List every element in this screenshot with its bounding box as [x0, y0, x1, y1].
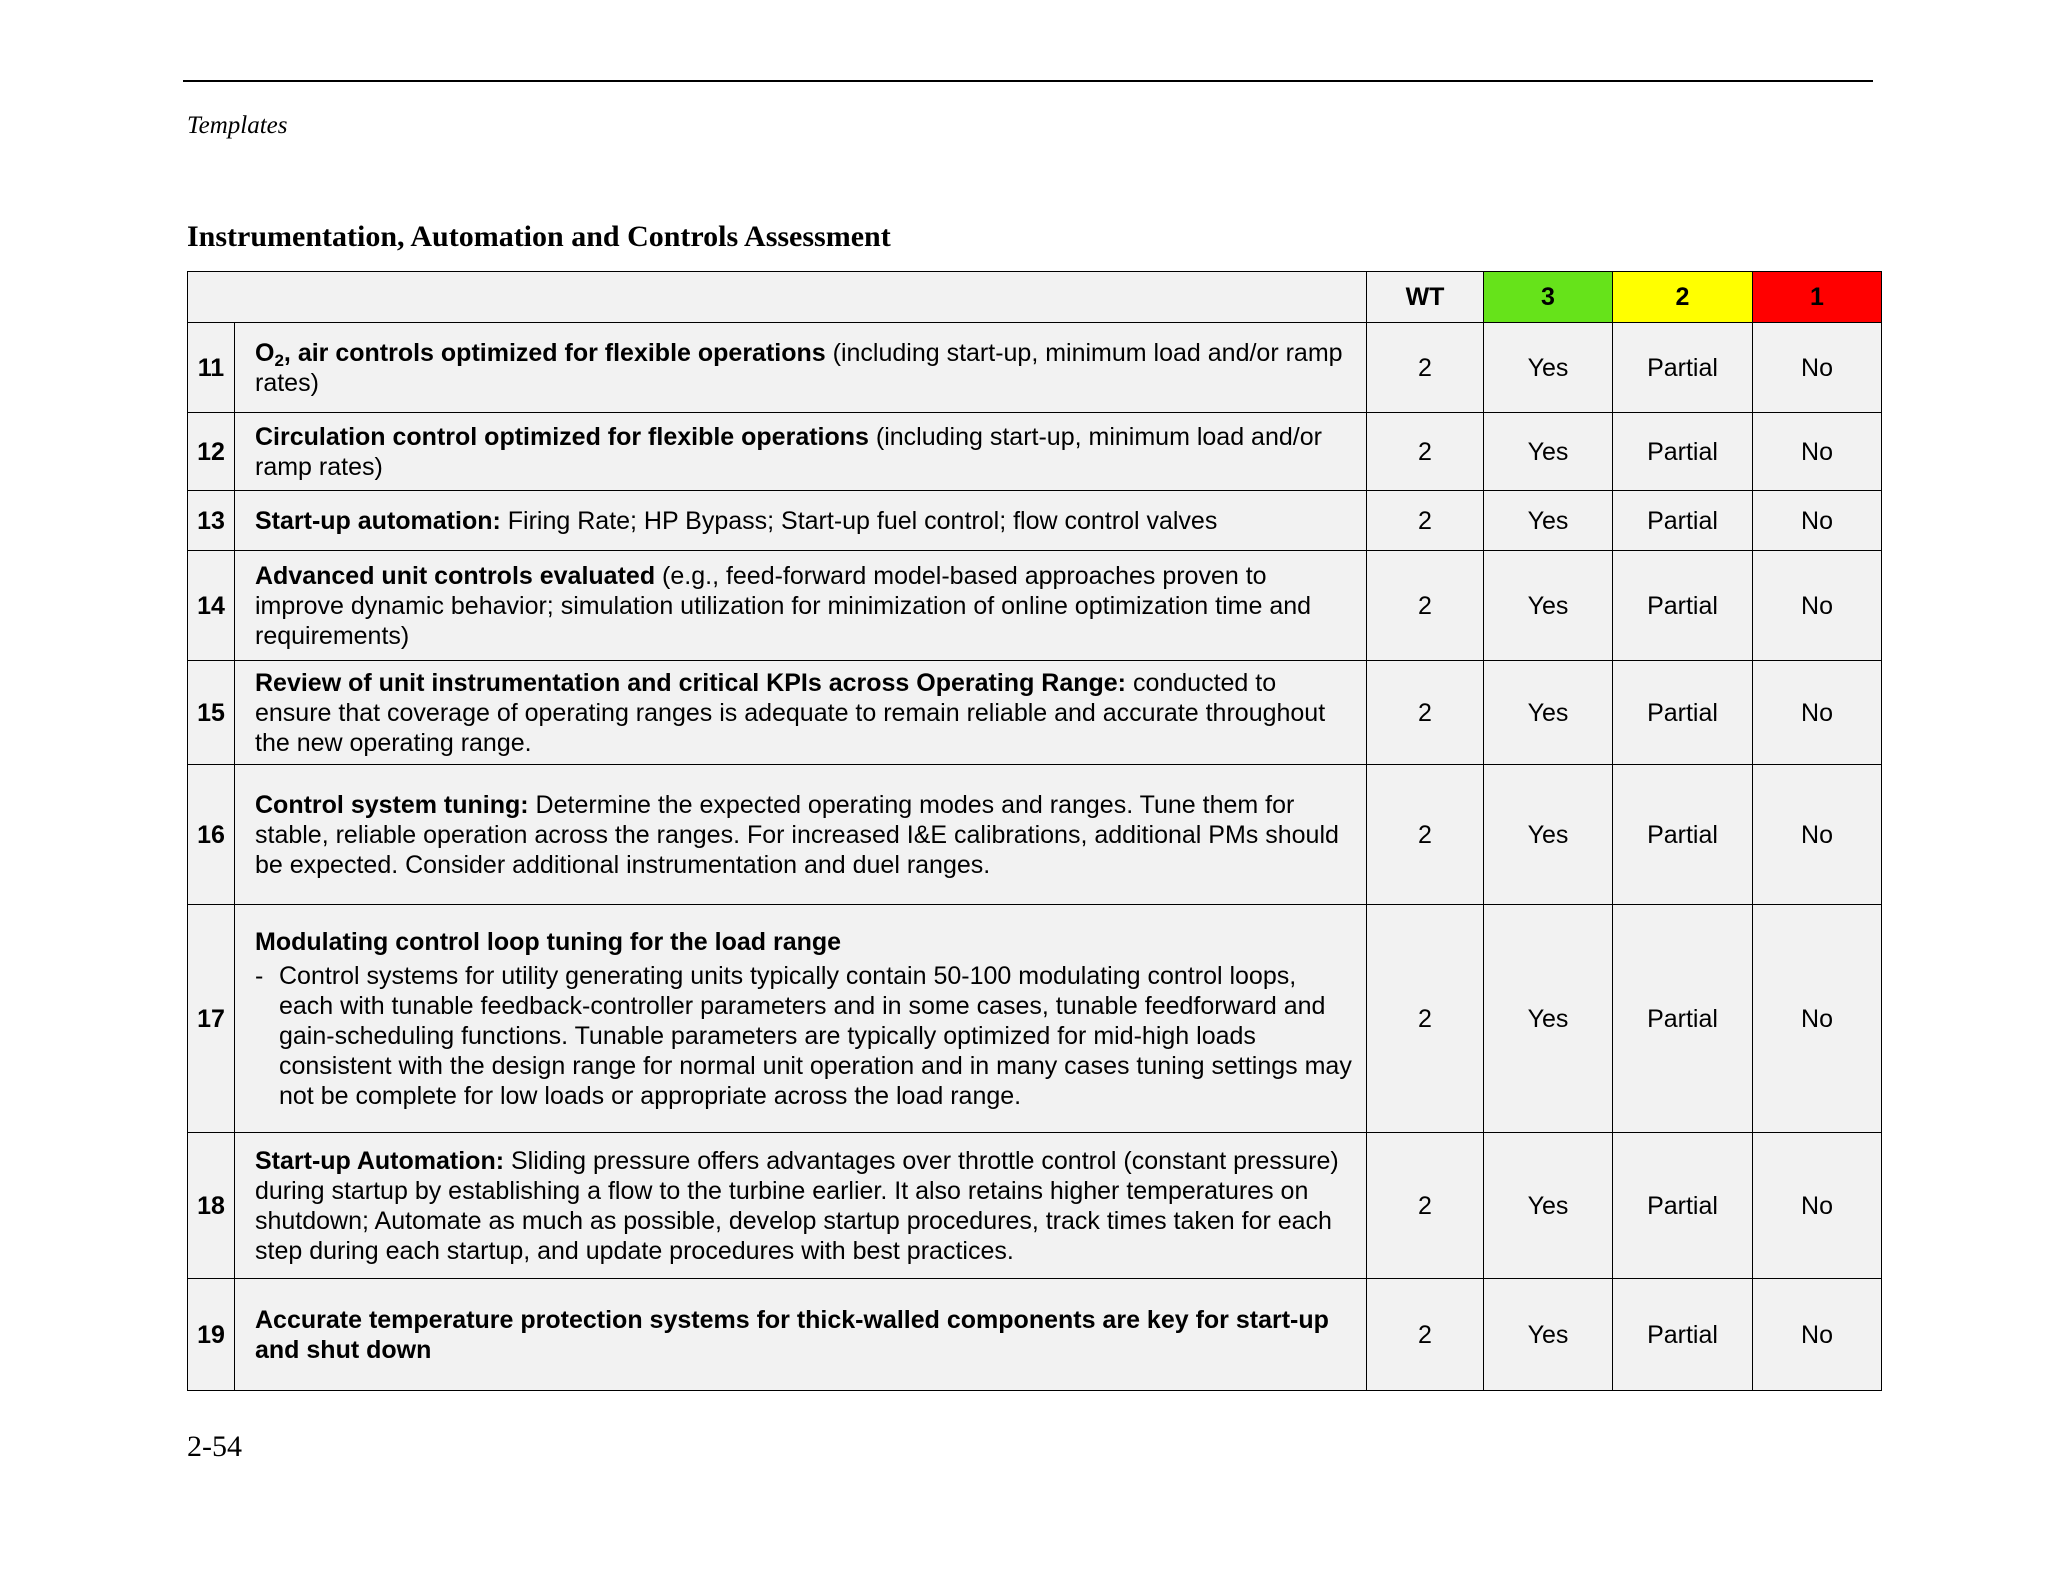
row-number: 13	[188, 491, 235, 551]
row-number: 15	[188, 661, 235, 765]
row-bold-text: , air controls optimized for flexible operations	[283, 338, 826, 367]
row-text: (including start-up, minimum load and/or ramp rates)	[255, 338, 1343, 397]
row-bold-text: Control system tuning:	[255, 790, 529, 819]
header-blank-cell	[188, 272, 1367, 323]
row-description	[235, 1133, 1367, 1279]
row-yes: Yes	[1484, 491, 1613, 551]
row-partial: Partial	[1613, 1279, 1753, 1391]
row-bold-text: Start-up Automation:	[255, 1146, 505, 1175]
table-row	[188, 1279, 1882, 1391]
row-partial: Partial	[1613, 765, 1753, 905]
row-bold-text: Accurate temperature protection systems for thick-walled components are key for start-up and shut down	[255, 1305, 1329, 1364]
row-wt: 2	[1367, 661, 1484, 765]
row-number: 17	[188, 905, 235, 1133]
subscript-2: 2	[274, 350, 284, 370]
row-yes: Yes	[1484, 661, 1613, 765]
row-yes: Yes	[1484, 551, 1613, 661]
row-no: No	[1753, 491, 1882, 551]
row-partial: Partial	[1613, 551, 1753, 661]
assessment-table	[187, 271, 1882, 1391]
row-text: conducted to ensure that coverage of operating ranges is adequate to remain reliable and accurate throughout the new operating range.	[255, 668, 1326, 757]
row-yes: Yes	[1484, 765, 1613, 905]
table-row	[188, 1133, 1882, 1279]
row-bold-text: O	[255, 338, 275, 367]
page-title: Instrumentation, Automation and Controls Assessment	[187, 220, 891, 253]
row-bold-text: Start-up automation:	[255, 506, 501, 535]
row-wt: 2	[1367, 323, 1484, 413]
row-number: 19	[188, 1279, 235, 1391]
row-partial: Partial	[1613, 661, 1753, 765]
row-partial: Partial	[1613, 323, 1753, 413]
row-bold-text: Circulation control optimized for flexible operations	[255, 422, 869, 451]
row-text: Determine the expected operating modes and ranges. Tune them for stable, reliable operation across the ranges. For increased I&E calibrations, additional PMs should be expected. Consider additional instrumentation and duel ranges.	[255, 790, 1339, 879]
header-wt: WT	[1367, 272, 1484, 323]
row-bold-text: Modulating control loop tuning for the load range	[255, 927, 842, 956]
row-number: 12	[188, 413, 235, 491]
row-text: (e.g., feed-forward model-based approaches proven to improve dynamic behavior; simulation utilization for minimization of online optimization time and requirements)	[255, 561, 1312, 650]
top-rule	[183, 80, 1873, 82]
table-row	[188, 491, 1882, 551]
row-bold-text: Advanced unit controls evaluated	[255, 561, 656, 590]
row-text: Firing Rate; HP Bypass; Start-up fuel control; flow control valves	[500, 506, 1218, 535]
row-no: No	[1753, 413, 1882, 491]
row-yes: Yes	[1484, 413, 1613, 491]
row-number: 14	[188, 551, 235, 661]
row-description	[235, 491, 1367, 551]
row-wt: 2	[1367, 905, 1484, 1133]
row-wt: 2	[1367, 765, 1484, 905]
bullet-text: Control systems for utility generating units typically contain 50-100 modulating control loops, each with tunable feedback-controller parameters and in some cases, tunable feedforward and gain-scheduling functions. Tunable parameters are typically optimized for mid-high loads consistent with the design range for normal unit operation and in many cases tuning settings may not be complete for low loads or appropriate across the load range.	[279, 961, 1352, 1110]
row-wt: 2	[1367, 1133, 1484, 1279]
table-row	[188, 413, 1882, 491]
row-description	[235, 1279, 1367, 1391]
row-description	[235, 905, 1367, 1133]
row-partial: Partial	[1613, 413, 1753, 491]
row-no: No	[1753, 765, 1882, 905]
row-no: No	[1753, 551, 1882, 661]
row-no: No	[1753, 1133, 1882, 1279]
header-score-3: 3	[1484, 272, 1613, 323]
row-no: No	[1753, 905, 1882, 1133]
row-wt: 2	[1367, 491, 1484, 551]
header-score-2: 2	[1613, 272, 1753, 323]
row-partial: Partial	[1613, 491, 1753, 551]
row-description	[235, 661, 1367, 765]
row-description	[235, 323, 1367, 413]
bullet-dash: -	[255, 961, 264, 990]
row-number: 16	[188, 765, 235, 905]
table-row	[188, 765, 1882, 905]
row-text: Sliding pressure offers advantages over throttle control (constant pressure) during startup by establishing a flow to the turbine earlier. It also retains higher temperatures on shutdown; Automate as much as possible, develop startup procedures, track times taken for each step during each startup, and update procedures with best practices.	[255, 1146, 1339, 1265]
table-row	[188, 661, 1882, 765]
row-number: 11	[188, 323, 235, 413]
row-partial: Partial	[1613, 905, 1753, 1133]
row-no: No	[1753, 661, 1882, 765]
bullet-item	[255, 961, 1356, 1111]
header-score-1: 1	[1753, 272, 1882, 323]
row-description	[235, 765, 1367, 905]
table-row	[188, 323, 1882, 413]
row-yes: Yes	[1484, 1279, 1613, 1391]
row-description	[235, 551, 1367, 661]
row-description	[235, 413, 1367, 491]
row-number: 18	[188, 1133, 235, 1279]
row-wt: 2	[1367, 413, 1484, 491]
row-partial: Partial	[1613, 1133, 1753, 1279]
running-head: Templates	[187, 112, 288, 139]
row-wt: 2	[1367, 551, 1484, 661]
row-yes: Yes	[1484, 905, 1613, 1133]
row-yes: Yes	[1484, 1133, 1613, 1279]
table-row	[188, 551, 1882, 661]
row-no: No	[1753, 323, 1882, 413]
row-yes: Yes	[1484, 323, 1613, 413]
page-number: 2-54	[187, 1430, 242, 1463]
row-bold-text: Review of unit instrumentation and critical KPIs across Operating Range:	[255, 668, 1127, 697]
table-row	[188, 905, 1882, 1133]
row-no: No	[1753, 1279, 1882, 1391]
row-wt: 2	[1367, 1279, 1484, 1391]
table-header-row	[188, 272, 1882, 323]
row-text: (including start-up, minimum load and/or ramp rates)	[255, 422, 1322, 481]
